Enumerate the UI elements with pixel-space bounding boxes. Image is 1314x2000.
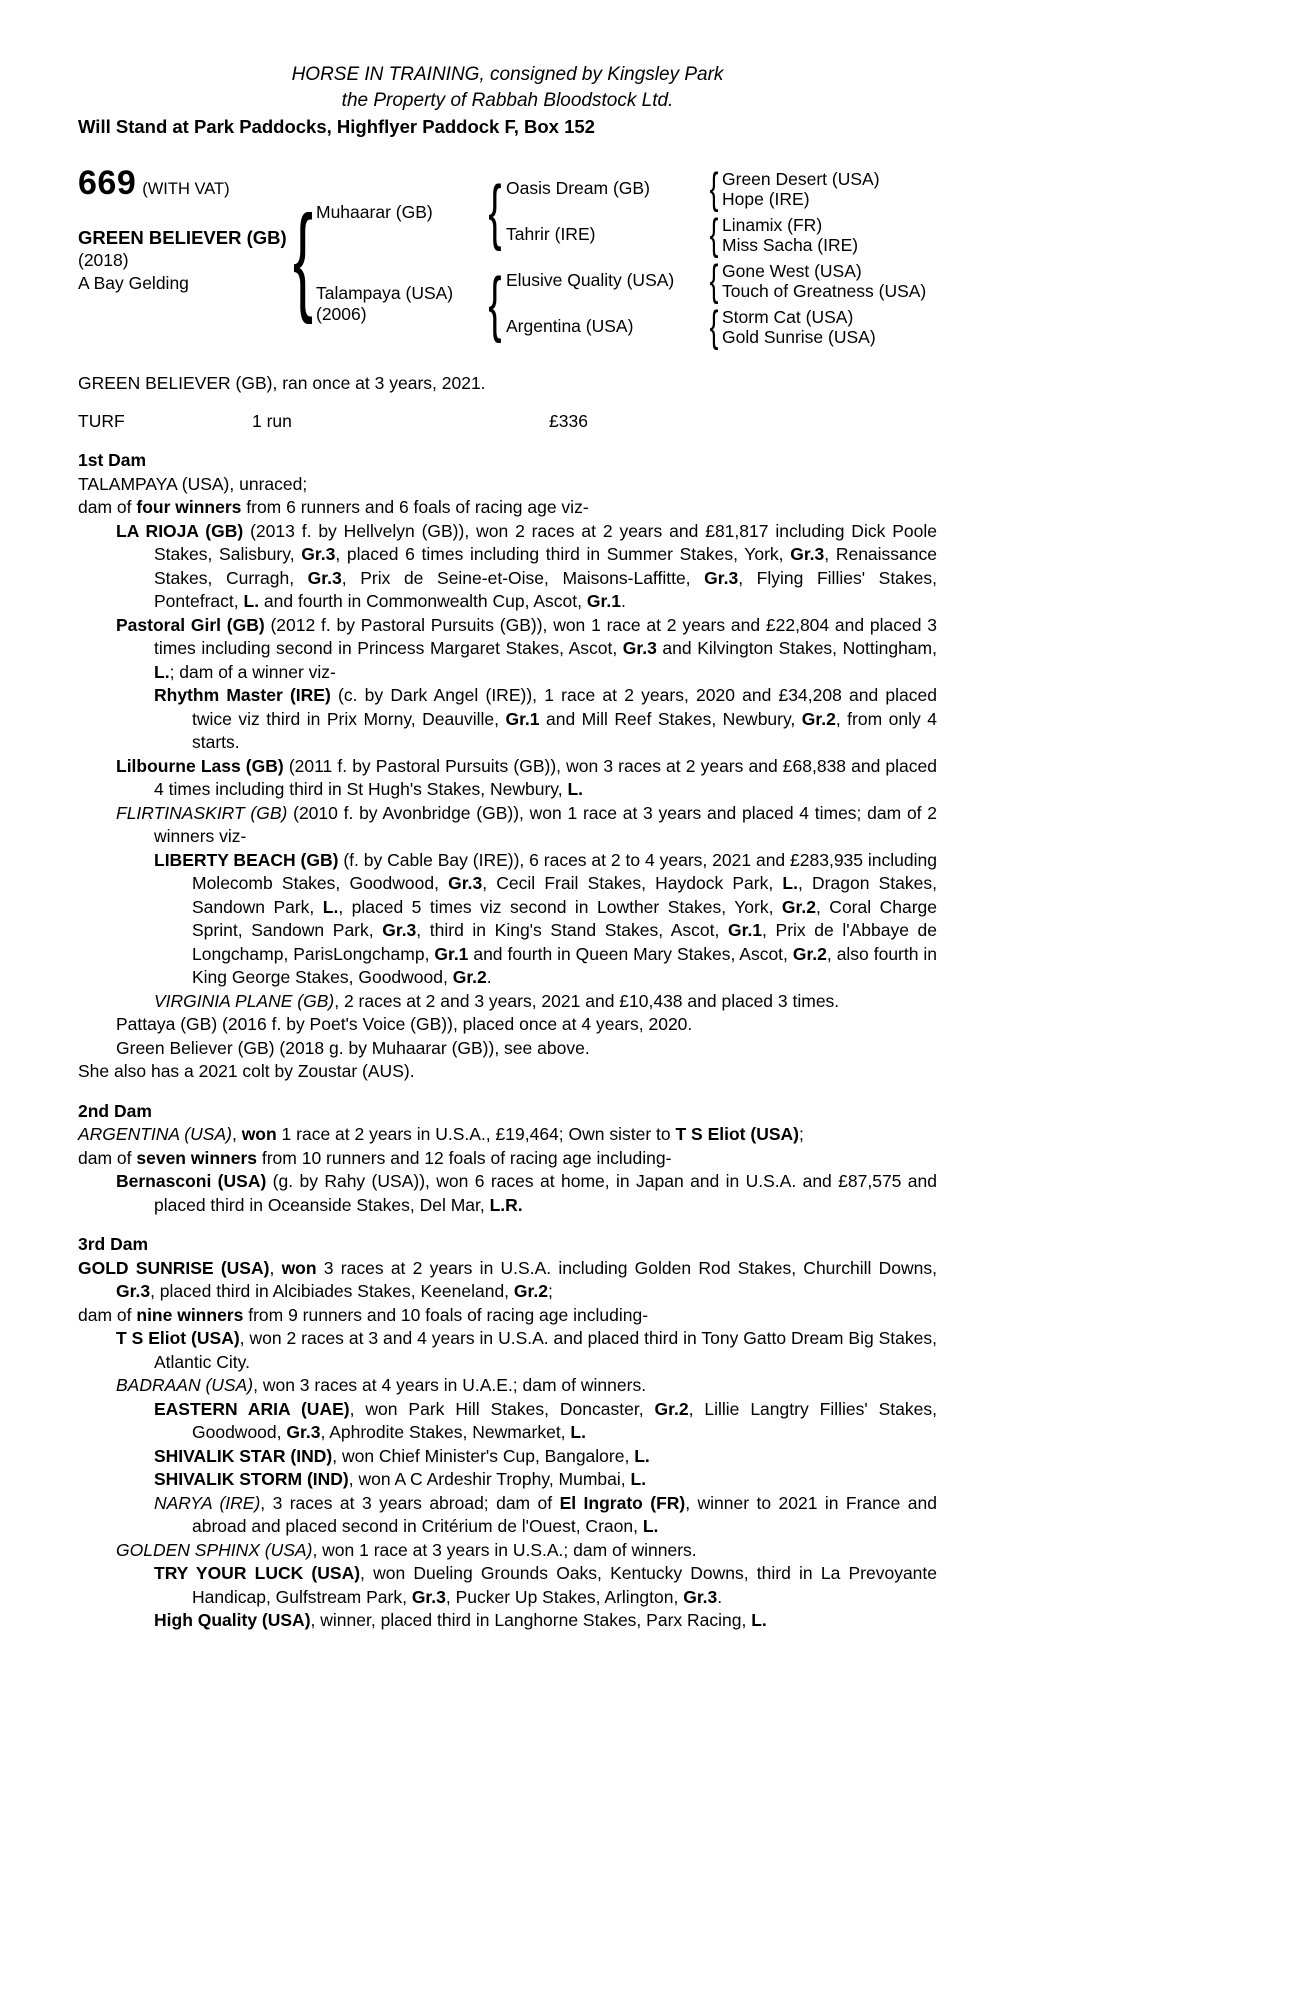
text-segment: Pastoral Girl (GB) xyxy=(116,614,265,635)
gen3-name: Touch of Greatness (USA) xyxy=(722,281,927,301)
text-segment: Gr.3 xyxy=(622,638,657,658)
text-segment: won xyxy=(241,1124,277,1144)
text-segment: , xyxy=(269,1257,282,1278)
pedigree-paragraph xyxy=(78,1468,937,1492)
text-segment: , won 3 races at 4 years in U.A.E.; dam of winners. xyxy=(253,1375,647,1395)
text-segment: Gr.2 xyxy=(654,1398,689,1419)
text-segment: , Dragon Stakes, Sandown Park, xyxy=(192,873,937,917)
section-3rd-dam xyxy=(78,1233,937,1633)
text-segment: SHIVALIK STAR (IND) xyxy=(154,1445,333,1466)
text-segment: She also has a 2021 colt by Zoustar (AUS). xyxy=(78,1061,415,1081)
text-segment: BADRAAN (USA) xyxy=(116,1375,254,1395)
lot-number-line xyxy=(78,164,290,202)
text-segment: from 10 runners and 12 foals of racing age including- xyxy=(257,1147,672,1168)
text-segment: , third in King's Stand Stakes, Ascot, xyxy=(416,920,728,940)
text-segment: EASTERN ARIA (UAE) xyxy=(154,1398,350,1419)
text-segment: dam of xyxy=(78,497,137,517)
text-segment: . xyxy=(486,967,492,987)
text-segment: , won 2 races at 3 and 4 years in U.S.A. and placed third in Tony Gatto Dream Big Stakes, Atlantic City. xyxy=(154,1328,937,1372)
text-segment: LIBERTY BEACH (GB) xyxy=(154,849,339,870)
text-segment: Rhythm Master (IRE) xyxy=(154,685,331,705)
pedigree-paragraph xyxy=(78,1037,937,1061)
text-segment: L. xyxy=(567,779,584,799)
text-segment: , 3 races at 3 years abroad; dam of xyxy=(260,1492,560,1513)
text-segment: (2011 f. by Pastoral Pursuits (GB)), won 3 races at 2 years and £68,838 and placed 4 times including third in St Hugh's Stakes, Newbury, xyxy=(154,755,937,799)
text-segment: and fourth in Commonwealth Cup, Ascot, xyxy=(259,591,587,611)
text-segment: TALAMPAYA (USA), unraced; xyxy=(78,473,308,494)
lot-number: 669 xyxy=(78,164,137,202)
text-segment: El Ingrato (FR) xyxy=(559,1492,686,1513)
text-segment: , won 1 race at 3 years in U.S.A.; dam of winners. xyxy=(312,1539,697,1560)
lot-block xyxy=(78,166,290,295)
3rd-dam-paragraphs xyxy=(78,1257,937,1633)
text-segment: , winner, placed third in Langhorne Stakes, Parx Racing, xyxy=(310,1610,752,1630)
text-segment: L. xyxy=(751,1610,767,1630)
text-segment: L. xyxy=(322,896,339,917)
text-segment: . xyxy=(717,1586,723,1607)
text-segment: L. xyxy=(630,1469,647,1489)
text-segment: , placed third in Alcibiades Stakes, Keeneland, xyxy=(150,1281,514,1301)
pedigree-paragraph xyxy=(78,802,937,849)
text-segment: , Prix de l'Abbaye de Longchamp, ParisLongchamp, xyxy=(192,920,938,964)
property-line: the Property of Rabbah Bloodstock Ltd. xyxy=(341,90,674,111)
pedigree-dam-dam-branch xyxy=(506,304,926,350)
gen3-pair xyxy=(722,215,858,256)
text-segment: and Kilvington Stakes, Nottingham, xyxy=(656,638,937,658)
pedigree-paragraph xyxy=(78,1147,937,1171)
horse-colour-sex: A Bay Gelding xyxy=(78,272,189,293)
text-segment: (c. by Dark Angel (IRE)), 1 race at 2 years, 2020 and £34,208 and placed twice viz third in Prix Morny, Deauville, xyxy=(192,685,937,729)
gen3-pair xyxy=(722,261,926,302)
text-segment: won xyxy=(281,1257,317,1278)
text-segment: Gr.3 xyxy=(301,544,336,564)
text-segment: from 9 runners and 10 foals of racing age including- xyxy=(243,1304,649,1325)
gen3-name: Hope (IRE) xyxy=(722,189,810,209)
text-segment: , also fourth in King George Stakes, Goodwood, xyxy=(192,943,938,987)
text-segment: Gr.2 xyxy=(801,708,836,729)
text-segment: (f. by Cable Bay (IRE)), 6 races at 2 to 4 years, 2021 and £283,935 including Molecomb Stakes, Goodwood, xyxy=(192,849,937,893)
text-segment: Gr.3 xyxy=(448,873,483,893)
text-segment: Gr.2 xyxy=(781,896,816,917)
text-segment: , placed 5 times viz second in Lowther Stakes, York, xyxy=(338,896,782,917)
text-segment: Gr.2 xyxy=(513,1281,548,1301)
pedigree-paragraph xyxy=(78,1304,937,1328)
text-segment: L. xyxy=(642,1516,659,1536)
text-segment: ARGENTINA (USA) xyxy=(78,1124,232,1144)
text-segment: Gr.1 xyxy=(727,920,763,940)
text-segment: Gr.3 xyxy=(411,1586,446,1607)
gen3-name: Linamix (FR) xyxy=(722,214,823,235)
section-1st-dam xyxy=(78,449,937,1084)
stabling-line: Will Stand at Park Paddocks, Highflyer Paddock F, Box 152 xyxy=(78,116,595,137)
race-record-table xyxy=(78,410,937,434)
text-segment: Gr.3 xyxy=(116,1281,151,1301)
text-segment: four winners xyxy=(136,497,242,517)
pedigree-paragraph xyxy=(78,1257,937,1304)
pedigree-brace-small-icon xyxy=(709,259,719,303)
text-segment: L. xyxy=(634,1445,650,1466)
text-segment: FLIRTINASKIRT (GB) xyxy=(116,802,288,823)
text-segment: nine winners xyxy=(136,1304,244,1325)
race-surface: TURF xyxy=(78,410,125,431)
sire-sire-name: Oasis Dream (GB) xyxy=(506,178,650,199)
pedigree-paragraph xyxy=(78,473,937,497)
text-segment: Gr.2 xyxy=(452,967,487,987)
text-segment: , Aphrodite Stakes, Newmarket, xyxy=(320,1422,571,1442)
gen3-name: Green Desert (USA) xyxy=(722,168,880,189)
pedigree-dam-sire-branch xyxy=(506,258,926,304)
text-segment: Gr.2 xyxy=(792,943,827,964)
text-segment: L. xyxy=(570,1422,586,1442)
text-segment: Gr.3 xyxy=(307,567,342,588)
section-heading-1st-dam: 1st Dam xyxy=(78,450,147,470)
pedigree-paragraph xyxy=(78,1609,937,1633)
pedigree-sire-sire-branch xyxy=(506,166,880,212)
dam-name xyxy=(316,283,484,325)
text-segment: from 6 runners and 6 foals of racing age viz- xyxy=(241,497,589,517)
text-segment: , Lillie Langtry Fillies' Stakes, Goodwood, xyxy=(192,1398,937,1442)
text-segment: T S Eliot (USA) xyxy=(675,1124,799,1144)
text-segment: Gr.3 xyxy=(683,1586,718,1607)
text-segment: Gr.1 xyxy=(505,708,540,729)
pedigree-paragraph xyxy=(78,1123,937,1147)
pedigree-brace-small-icon xyxy=(709,167,719,211)
text-segment: , won A C Ardeshir Trophy, Mumbai, xyxy=(348,1469,631,1489)
text-segment: (g. by Rahy (USA)), won 6 races at home, in Japan and in U.S.A. and £87,575 and placed third in Oceanside Stakes, Del Mar, xyxy=(154,1171,937,1215)
dam-dam-name: Argentina (USA) xyxy=(506,316,634,337)
race-summary: GREEN BELIEVER (GB), ran once at 3 years, 2021. xyxy=(78,373,486,393)
text-segment: ; xyxy=(547,1281,553,1301)
pedigree-paragraph xyxy=(78,614,937,685)
text-segment: Gr.1 xyxy=(434,943,469,964)
text-segment: Green Believer (GB) (2018 g. by Muhaarar (GB)), see above. xyxy=(116,1037,590,1058)
gen3-pair xyxy=(722,169,880,210)
sire-name: Muhaarar (GB) xyxy=(316,201,433,222)
pedigree-paragraph xyxy=(78,1445,937,1469)
text-segment: L. xyxy=(243,591,260,611)
section-heading-2nd-dam: 2nd Dam xyxy=(78,1100,152,1121)
text-segment: 1 race at 2 years in U.S.A., £19,464; Own sister to xyxy=(276,1124,676,1144)
pedigree-brace-dam-icon xyxy=(489,268,501,340)
section-2nd-dam xyxy=(78,1100,937,1218)
text-segment: L. xyxy=(782,873,798,893)
horse-year: (2018) xyxy=(78,249,129,270)
text-segment: , Cecil Frail Stakes, Haydock Park, xyxy=(482,873,783,893)
text-segment: High Quality (USA) xyxy=(154,1610,311,1630)
gen3-name: Gold Sunrise (USA) xyxy=(722,327,876,347)
pedigree-brace-small-icon xyxy=(709,305,719,349)
text-segment: , 2 races at 2 and 3 years, 2021 and £10,438 and placed 3 times. xyxy=(334,990,840,1011)
text-segment: dam of xyxy=(78,1147,137,1168)
text-segment: , placed 6 times including third in Summer Stakes, York, xyxy=(335,544,791,564)
text-segment: (2010 f. by Avonbridge (GB)), won 1 race at 3 years and placed 4 times; dam of 2 winners viz- xyxy=(154,802,938,846)
pedigree-dam-branch xyxy=(316,258,926,350)
pedigree-paragraph xyxy=(78,520,937,614)
text-segment: , Pucker Up Stakes, Arlington, xyxy=(445,1586,684,1607)
text-segment: 3 races at 2 years in U.S.A. including Golden Rod Stakes, Churchill Downs, xyxy=(316,1257,937,1278)
pedigree-paragraph xyxy=(78,1492,937,1539)
pedigree-brace-small-icon xyxy=(709,213,719,257)
text-segment: TRY YOUR LUCK (USA) xyxy=(154,1563,361,1583)
1st-dam-paragraphs xyxy=(78,473,937,1084)
pedigree-paragraph xyxy=(78,990,937,1014)
gen3-pair xyxy=(722,307,876,348)
pedigree-paragraph xyxy=(78,1374,937,1398)
section-heading-3rd-dam: 3rd Dam xyxy=(78,1234,149,1254)
pedigree-paragraph xyxy=(78,1327,937,1374)
text-segment: , won Park Hill Stakes, Doncaster, xyxy=(349,1398,655,1419)
pedigree-paragraph xyxy=(78,684,937,755)
2nd-dam-paragraphs xyxy=(78,1123,937,1217)
text-segment: , xyxy=(231,1124,242,1144)
text-segment: , Renaissance Stakes, Curragh, xyxy=(154,544,937,588)
gen3-name: Gone West (USA) xyxy=(722,260,862,281)
text-segment: Gr.3 xyxy=(790,544,825,564)
consignor-line: HORSE IN TRAINING, consigned by Kingsley Park xyxy=(291,64,724,85)
text-segment: dam of xyxy=(78,1304,137,1325)
pedigree-paragraph xyxy=(78,849,937,990)
text-segment: LA RIOJA (GB) xyxy=(116,520,244,541)
text-segment: Gr.3 xyxy=(382,920,417,940)
dam-sire-name: Elusive Quality (USA) xyxy=(506,270,675,291)
text-segment: Gr.3 xyxy=(704,567,739,588)
text-segment: T S Eliot (USA) xyxy=(116,1328,240,1348)
pedigree-paragraph xyxy=(78,1060,937,1084)
pedigree-paragraph xyxy=(78,1398,937,1445)
text-segment: (2013 f. by Hellvelyn (GB)), won 2 races at 2 years and £81,817 including Dick Poole Stakes, Salisbury, xyxy=(154,520,937,564)
dam-name-text: Talampaya (USA) xyxy=(316,283,454,303)
pedigree-paragraph xyxy=(78,496,937,520)
text-segment: GOLD SUNRISE (USA) xyxy=(78,1257,270,1278)
text-segment: , Flying Fillies' Stakes, Pontefract, xyxy=(154,567,938,611)
pedigree-paragraph xyxy=(78,1539,937,1563)
text-segment: , Coral Charge Sprint, Sandown Park, xyxy=(192,896,937,940)
pedigree-tree xyxy=(290,166,937,350)
text-segment: and Mill Reef Stakes, Newbury, xyxy=(539,708,802,729)
text-segment: , from only 4 starts. xyxy=(192,708,937,752)
pedigree-paragraph xyxy=(78,1170,937,1217)
text-segment: VIRGINIA PLANE (GB) xyxy=(154,990,335,1011)
gen3-name: Storm Cat (USA) xyxy=(722,306,854,327)
text-segment: ; dam of a winner viz- xyxy=(169,661,336,682)
pedigree-brace-gen1-icon xyxy=(297,198,310,318)
text-segment: (2012 f. by Pastoral Pursuits (GB)), won 1 race at 2 years and £22,804 and placed 3 times including second in Princess Margaret Stakes, Ascot, xyxy=(154,614,937,658)
text-segment: NARYA (IRE) xyxy=(154,1492,261,1513)
text-segment: L. xyxy=(154,661,170,682)
text-segment: , winner to 2021 in France and abroad and placed second in Critérium de l'Ouest, Craon, xyxy=(192,1492,937,1536)
text-segment: . xyxy=(620,591,626,611)
text-segment: Pattaya (GB) (2016 f. by Poet's Voice (GB)), placed once at 4 years, 2020. xyxy=(116,1014,693,1034)
pedigree-brace-sire-icon xyxy=(489,176,501,248)
text-segment: SHIVALIK STORM (IND) xyxy=(154,1469,349,1489)
text-segment: ; xyxy=(798,1124,804,1144)
pedigree-paragraph xyxy=(78,755,937,802)
pedigree-sire-dam-branch xyxy=(506,212,880,258)
text-segment: Gr.3 xyxy=(286,1422,321,1442)
race-earnings: £336 xyxy=(549,410,588,431)
horse-name: GREEN BELIEVER (GB) xyxy=(78,226,287,248)
text-segment: , won Dueling Grounds Oaks, Kentucky Downs, third in La Prevoyante Handicap, Gulfstream Park, xyxy=(192,1563,938,1607)
text-segment: , won Chief Minister's Cup, Bangalore, xyxy=(332,1445,635,1466)
lot-and-pedigree xyxy=(78,166,937,350)
text-segment: and fourth in Queen Mary Stakes, Ascot, xyxy=(468,943,793,964)
text-segment: Lilbourne Lass (GB) xyxy=(116,755,284,776)
dam-year: (2006) xyxy=(316,304,367,324)
race-runs: 1 run xyxy=(252,410,292,431)
pedigree-paragraph xyxy=(78,1013,937,1037)
gen3-name: Miss Sacha (IRE) xyxy=(722,235,859,255)
pedigree-paragraph xyxy=(78,1562,937,1609)
text-segment: Bernasconi (USA) xyxy=(116,1171,267,1191)
text-segment: , Prix de Seine-et-Oise, Maisons-Laffitte, xyxy=(341,567,705,588)
vat-note: (WITH VAT) xyxy=(142,180,230,198)
text-segment: GOLDEN SPHINX (USA) xyxy=(116,1539,313,1560)
text-segment: Gr.1 xyxy=(586,591,621,611)
pedigree-sire-branch xyxy=(316,166,926,258)
text-segment: seven winners xyxy=(136,1147,257,1168)
text-segment: L.R. xyxy=(489,1194,523,1215)
sire-dam-name: Tahrir (IRE) xyxy=(506,224,596,245)
